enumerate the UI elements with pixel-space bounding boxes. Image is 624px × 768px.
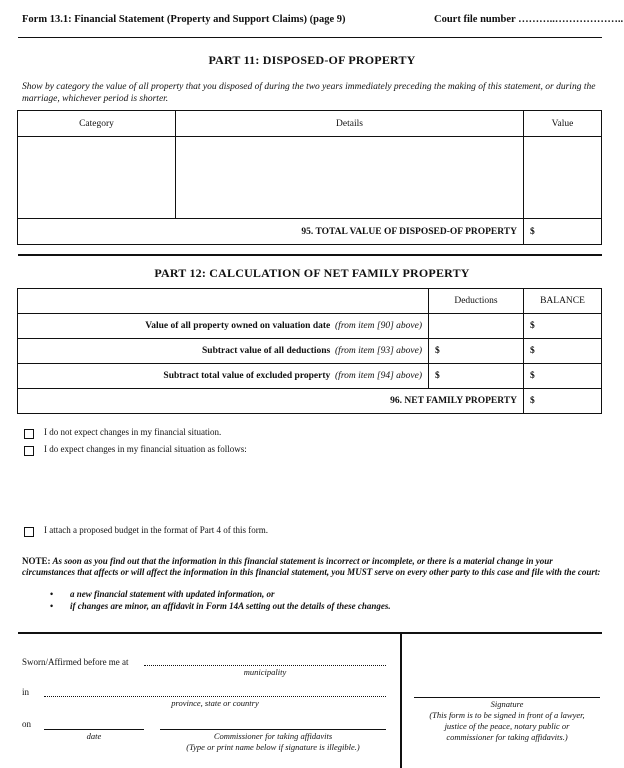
court-file-number: Court file number ………..………………..	[434, 14, 624, 25]
total-disposed-label: 95. TOTAL VALUE OF DISPOSED-OF PROPERTY	[18, 219, 524, 245]
sworn-signature-divider	[400, 634, 402, 768]
signature-note: commissioner for taking affidavits.)	[446, 732, 568, 742]
row-label: Subtract total value of excluded property	[163, 371, 331, 381]
col-balance: BALANCE	[524, 289, 602, 314]
commissioner-caption: Commissioner for taking affidavits	[213, 731, 333, 741]
part12-title: PART 12: CALCULATION OF NET FAMILY PROPERTY	[154, 266, 470, 280]
on-label: on	[22, 719, 31, 729]
budget-checkbox[interactable]	[24, 527, 34, 537]
table-row	[18, 137, 602, 219]
note-label: NOTE:	[22, 556, 51, 566]
signature-field[interactable]	[414, 697, 600, 698]
details-cell[interactable]	[176, 137, 524, 219]
col-deductions: Deductions	[429, 289, 524, 314]
note-paragraph	[22, 556, 602, 578]
signature-note: justice of the peace, notary public or	[444, 721, 570, 731]
col-details: Details	[176, 111, 524, 137]
note-bullet: • if changes are minor, an affidavit in Form 14A setting out the details of these changes.	[50, 601, 391, 611]
budget-label: I attach a proposed budget in the format of Part 4 of this form.	[44, 525, 268, 535]
header-rule	[18, 37, 602, 38]
deduction-cell[interactable]: $	[429, 339, 524, 364]
row-ref: (from item [90] above)	[335, 321, 422, 331]
disposed-property-table	[17, 110, 602, 245]
bullet-icon: •	[50, 601, 54, 611]
category-cell[interactable]	[18, 137, 176, 219]
net-family-property-table	[17, 288, 602, 414]
date-caption: date	[86, 731, 102, 741]
part11-intro: Show by category the value of all property that you disposed of during the two years immediately preceding the making of this statement, or during the marriage, whichever period is shorter.	[22, 82, 596, 104]
municipality-caption: municipality	[243, 667, 287, 677]
total-disposed-value[interactable]: $	[524, 219, 602, 245]
sworn-label: Sworn/Affirmed before me at	[22, 657, 129, 667]
signature-note: (This form is to be signed in front of a lawyer,	[429, 710, 585, 720]
value-cell[interactable]	[524, 137, 602, 219]
deduction-cell[interactable]: $	[429, 364, 524, 389]
row-label: Value of all property owned on valuation date	[145, 321, 331, 331]
part11-title: PART 11: DISPOSED-OF PROPERTY	[208, 53, 416, 67]
signature-caption: Signature	[490, 699, 524, 709]
note-bullet: • a new financial statement with updated information, or	[50, 589, 275, 599]
note-text: As soon as you find out that the information in this financial statement is incorrect or incomplete, or there is a material change in your circumstances that affects or will affect the information in this financial statement, you MUST serve on every other party to this case and file with the court:	[22, 556, 601, 577]
municipality-field[interactable]	[144, 665, 386, 666]
balance-cell[interactable]: $	[524, 314, 602, 339]
sworn-section-rule	[18, 632, 602, 634]
commissioner-field[interactable]	[160, 729, 386, 730]
section-divider	[18, 254, 602, 256]
table-row	[18, 364, 602, 389]
row-ref: (from item [94] above)	[335, 371, 422, 381]
date-field[interactable]	[44, 729, 144, 730]
table-row	[18, 314, 602, 339]
changes-checkbox[interactable]	[24, 446, 34, 456]
row-ref: (from item [93] above)	[335, 346, 422, 356]
col-value: Value	[524, 111, 602, 137]
changes-label: I do expect changes in my financial situation as follows:	[44, 444, 247, 454]
commissioner-note: (Type or print name below if signature is illegible.)	[186, 742, 360, 752]
net-family-property-value[interactable]: $	[524, 389, 602, 414]
net-family-property-label: 96. NET FAMILY PROPERTY	[18, 389, 524, 414]
form-title: Form 13.1: Financial Statement (Property and Support Claims) (page 9)	[22, 14, 346, 25]
province-field[interactable]	[44, 696, 386, 697]
province-caption: province, state or country	[171, 698, 259, 708]
table-row	[18, 339, 602, 364]
in-label: in	[22, 687, 30, 697]
no-changes-label: I do not expect changes in my financial situation.	[44, 427, 222, 437]
col-category: Category	[18, 111, 176, 137]
bullet-icon: •	[50, 589, 54, 599]
balance-cell[interactable]: $	[524, 364, 602, 389]
balance-cell[interactable]: $	[524, 339, 602, 364]
deduction-cell[interactable]	[429, 314, 524, 339]
row-label: Subtract value of all deductions	[202, 346, 331, 356]
no-changes-checkbox[interactable]	[24, 429, 34, 439]
